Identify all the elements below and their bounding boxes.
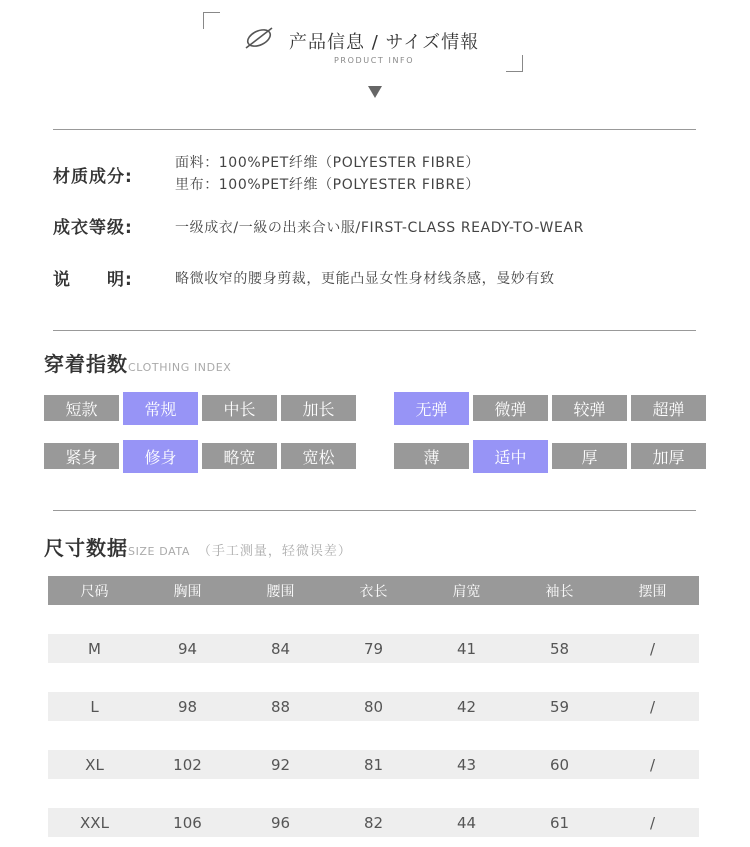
thickness-option-extra-thick[interactable]: 加厚 [631,443,706,469]
description-value: 略微收窄的腰身剪裁，更能凸显女性身材线条感，曼妙有致 [175,271,555,287]
table-cell: 44 [456,813,477,832]
fit-index-group [44,443,360,473]
header-cell-waist: 腰围 [266,583,295,600]
stretch-option-moderate[interactable]: 较弹 [552,395,627,421]
stretch-option-none[interactable]: 无弹 [394,392,469,425]
section-title-product-info: 产品信息 / サイズ情報 [289,32,480,53]
table-cell: 88 [270,697,291,716]
table-cell: 98 [177,697,198,716]
table-row [48,808,699,837]
corner-bracket-top-left [203,12,220,29]
fit-option-relaxed[interactable]: 略宽 [202,443,277,469]
length-option-mid-long[interactable]: 中长 [202,395,277,421]
down-arrow-icon [368,86,382,98]
clothing-index-title-text: 穿着指数 [44,352,128,376]
header-cell-size: 尺码 [80,583,109,600]
length-option-regular[interactable]: 常规 [123,392,198,425]
header-cell-sleeve: 袖长 [545,583,574,600]
table-cell: 58 [549,639,570,658]
length-option-short[interactable]: 短款 [44,395,119,421]
clothing-index-subtitle: CLOTHING INDEX [128,361,232,374]
table-row [48,692,699,721]
table-cell: 59 [549,697,570,716]
table-cell: 106 [173,813,202,832]
size-data-note: （手工测量，轻微误差） [197,544,352,559]
thickness-option-thin[interactable]: 薄 [394,443,469,469]
header-cell-bust: 胸围 [173,583,202,600]
description-label: 说 明: [53,270,133,290]
table-cell: 82 [363,813,384,832]
grade-value: 一级成衣/一級の出来合い服/FIRST-CLASS READY-TO-WEAR [175,220,584,236]
table-cell: 102 [173,755,202,774]
table-row [48,634,699,663]
material-value-outer: 面料：100%PET纤维（POLYESTER FIBRE） [175,155,480,171]
table-cell: / [649,639,656,658]
header-cell-length: 衣长 [359,583,388,600]
clothing-index-title [44,348,231,377]
leaf-icon [243,25,275,51]
section-subtitle-product-info: PRODUCT INFO [334,56,415,65]
fit-option-loose[interactable]: 宽松 [281,443,356,469]
divider [53,510,696,511]
table-cell: / [649,697,656,716]
size-data-title [44,532,352,561]
material-value-lining: 里布：100%PET纤维（POLYESTER FIBRE） [175,177,480,193]
length-option-long[interactable]: 加长 [281,395,356,421]
thickness-index-group [394,443,710,473]
thickness-option-medium[interactable]: 适中 [473,440,548,473]
table-cell: 94 [177,639,198,658]
size-data-title-text: 尺寸数据 [44,536,128,560]
table-cell: M [88,639,101,658]
table-cell: / [649,755,656,774]
fit-option-slim[interactable]: 修身 [123,440,198,473]
table-cell: 79 [363,639,384,658]
table-cell: 42 [456,697,477,716]
divider [53,330,696,331]
table-cell: 43 [456,755,477,774]
corner-bracket-bottom-right [506,55,523,72]
stretch-option-super[interactable]: 超弹 [631,395,706,421]
table-cell: 96 [270,813,291,832]
header-cell-shoulder: 肩宽 [452,583,481,600]
table-cell: 60 [549,755,570,774]
size-data-subtitle: SIZE DATA [128,545,190,558]
table-cell: XL [85,755,104,774]
grade-label: 成衣等级: [53,218,133,238]
table-cell: 81 [363,755,384,774]
table-cell: 80 [363,697,384,716]
header-cell-hem: 摆围 [638,583,667,600]
size-table-header [48,576,699,605]
thickness-option-thick[interactable]: 厚 [552,443,627,469]
material-label: 材质成分: [53,167,133,187]
table-cell: L [90,697,99,716]
table-row [48,750,699,779]
table-cell: XXL [80,813,109,832]
stretch-option-slight[interactable]: 微弹 [473,395,548,421]
table-cell: / [649,813,656,832]
table-cell: 84 [270,639,291,658]
length-index-group [44,395,360,425]
table-cell: 61 [549,813,570,832]
fit-option-tight[interactable]: 紧身 [44,443,119,469]
table-cell: 92 [270,755,291,774]
stretch-index-group [394,395,710,425]
divider [53,129,696,130]
table-cell: 41 [456,639,477,658]
